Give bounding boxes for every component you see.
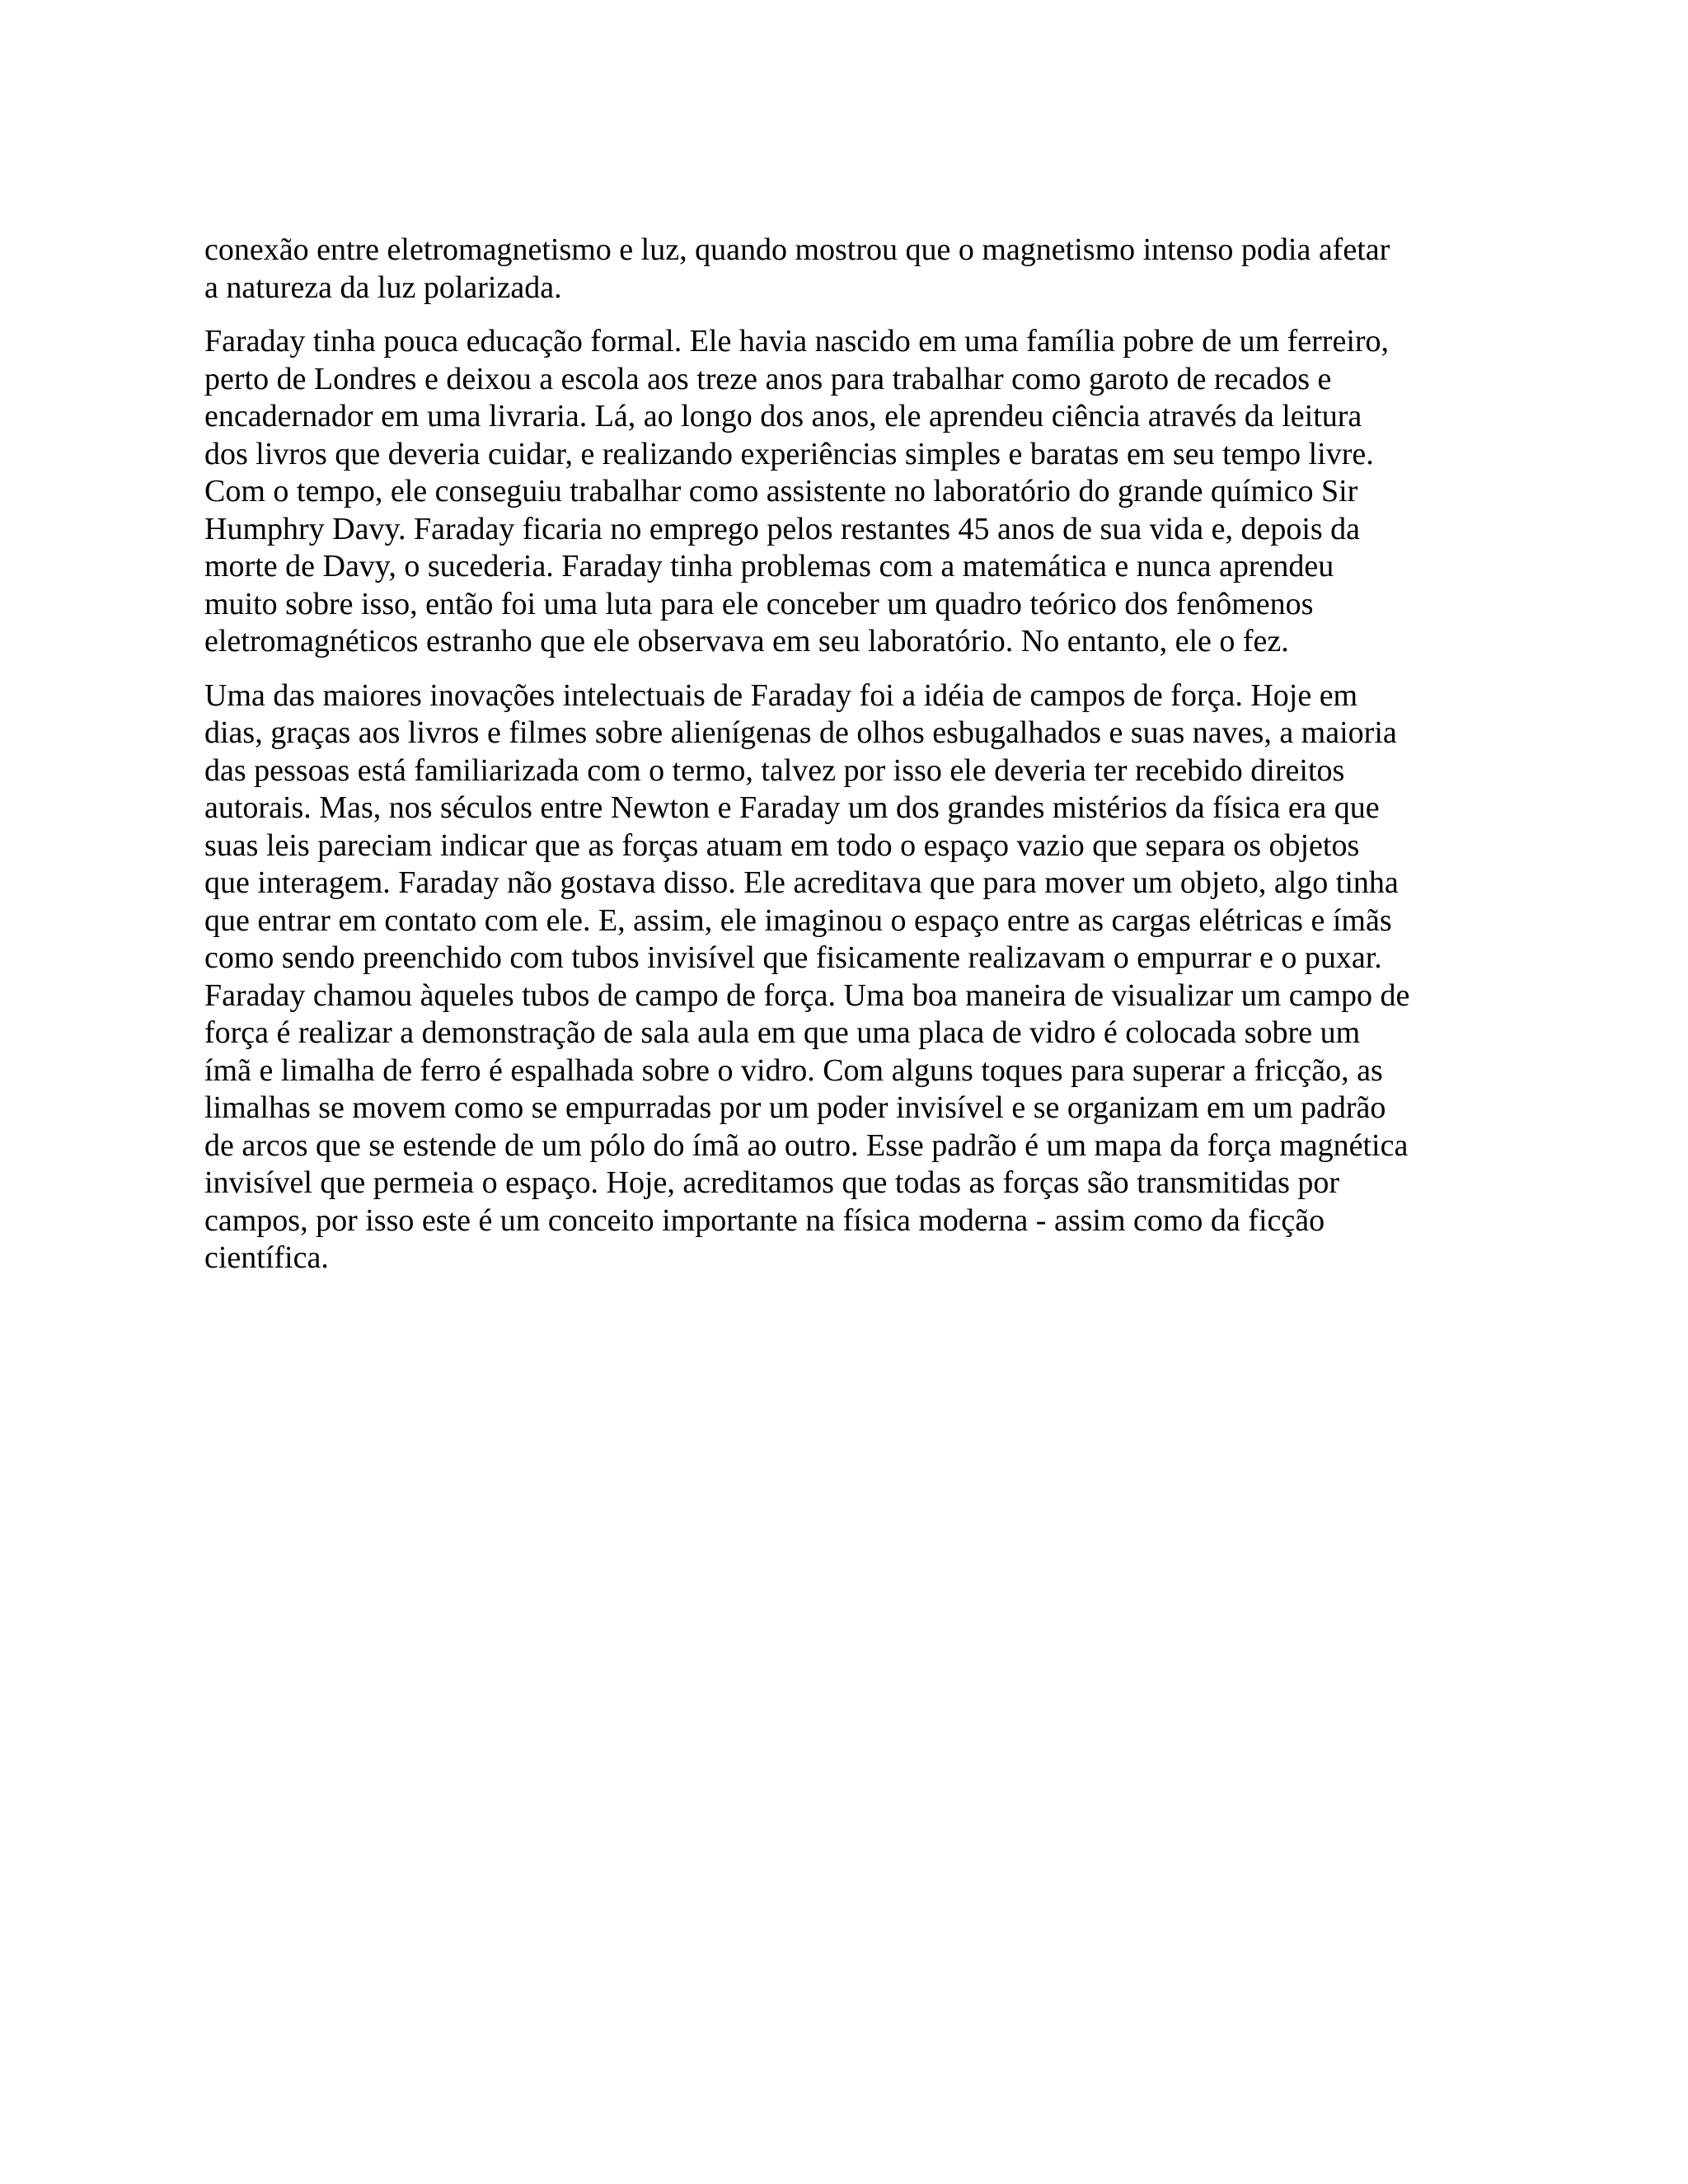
text-line: de arcos que se estende de um pólo do ímã ao outro. Esse padrão é um mapa da força magnética	[204, 1127, 1409, 1163]
text-line: autorais. Mas, nos séculos entre Newton e Faraday um dos grandes mistérios da física era que	[204, 790, 1380, 825]
text-line: limalhas se movem como se empurradas por um poder invisível e se organizam em um padrão	[204, 1090, 1386, 1125]
text-line: ímã e limalha de ferro é espalhada sobre o vidro. Com alguns toques para superar a fricção, as	[204, 1052, 1383, 1088]
text-line: dias, graças aos livros e filmes sobre alienígenas de olhos esbugalhados e suas naves, a maioria	[204, 715, 1397, 750]
paragraph-1	[204, 232, 1490, 307]
text-line: conexão entre eletromagnetismo e luz, quando mostrou que o magnetismo intenso podia afetar	[204, 232, 1390, 267]
text-line: Faraday chamou àqueles tubos de campo de força. Uma boa maneira de visualizar um campo de	[204, 977, 1410, 1013]
text-line: a natureza da luz polarizada.	[204, 269, 562, 305]
text-line: das pessoas está familiarizada com o termo, talvez por isso ele deveria ter recebido direitos	[204, 752, 1345, 788]
text-line: Faraday tinha pouca educação formal. Ele havia nascido em uma família pobre de um ferreiro,	[204, 324, 1390, 359]
text-line: morte de Davy, o sucederia. Faraday tinha problemas com a matemática e nunca aprendeu	[204, 549, 1334, 583]
text-line: como sendo preenchido com tubos invisível que fisicamente realizavam o empurrar e o puxar.	[204, 940, 1382, 975]
text-line: muito sobre isso, então foi uma luta para ele conceber um quadro teórico dos fenômenos	[204, 586, 1314, 621]
text-line: campos, por isso este é um conceito importante na física moderna - assim como da ficção	[204, 1202, 1325, 1238]
text-line: que interagem. Faraday não gostava disso. Ele acreditava que para mover um objeto, algo tinha	[204, 865, 1399, 900]
text-line: científica.	[204, 1240, 329, 1275]
text-line: Com o tempo, ele conseguiu trabalhar como assistente no laboratório do grande químico Sir	[204, 474, 1358, 509]
text-line: invisível que permeia o espaço. Hoje, acreditamos que todas as forças são transmitidas por	[204, 1165, 1340, 1200]
text-line: eletromagnéticos estranho que ele observava em seu laboratório. No entanto, ele o fez.	[204, 624, 1289, 658]
text-line: encadernador em uma livraria. Lá, ao longo dos anos, ele aprendeu ciência através da leitura	[204, 399, 1362, 434]
text-line: que entrar em contato com ele. E, assim, ele imaginou o espaço entre as cargas elétricas e ímãs	[204, 902, 1392, 938]
text-line: suas leis pareciam indicar que as forças atuam em todo o espaço vazio que separa os objetos	[204, 827, 1360, 863]
paragraph-2	[204, 323, 1490, 661]
text-line: Humphry Davy. Faraday ficaria no emprego pelos restantes 45 anos de sua vida e, depois da	[204, 511, 1361, 546]
text-line: força é realizar a demonstração de sala aula em que uma placa de vidro é colocada sobre um	[204, 1015, 1361, 1050]
text-line: dos livros que deveria cuidar, e realizando experiências simples e baratas em seu tempo livre.	[204, 436, 1374, 471]
text-line: perto de Londres e deixou a escola aos treze anos para trabalhar como garoto de recados e	[204, 361, 1332, 396]
paragraph-3	[204, 677, 1490, 1277]
body-text	[204, 232, 1490, 1294]
text-line: Uma das maiores inovações intelectuais de Faraday foi a idéia de campos de força. Hoje em	[204, 677, 1358, 713]
